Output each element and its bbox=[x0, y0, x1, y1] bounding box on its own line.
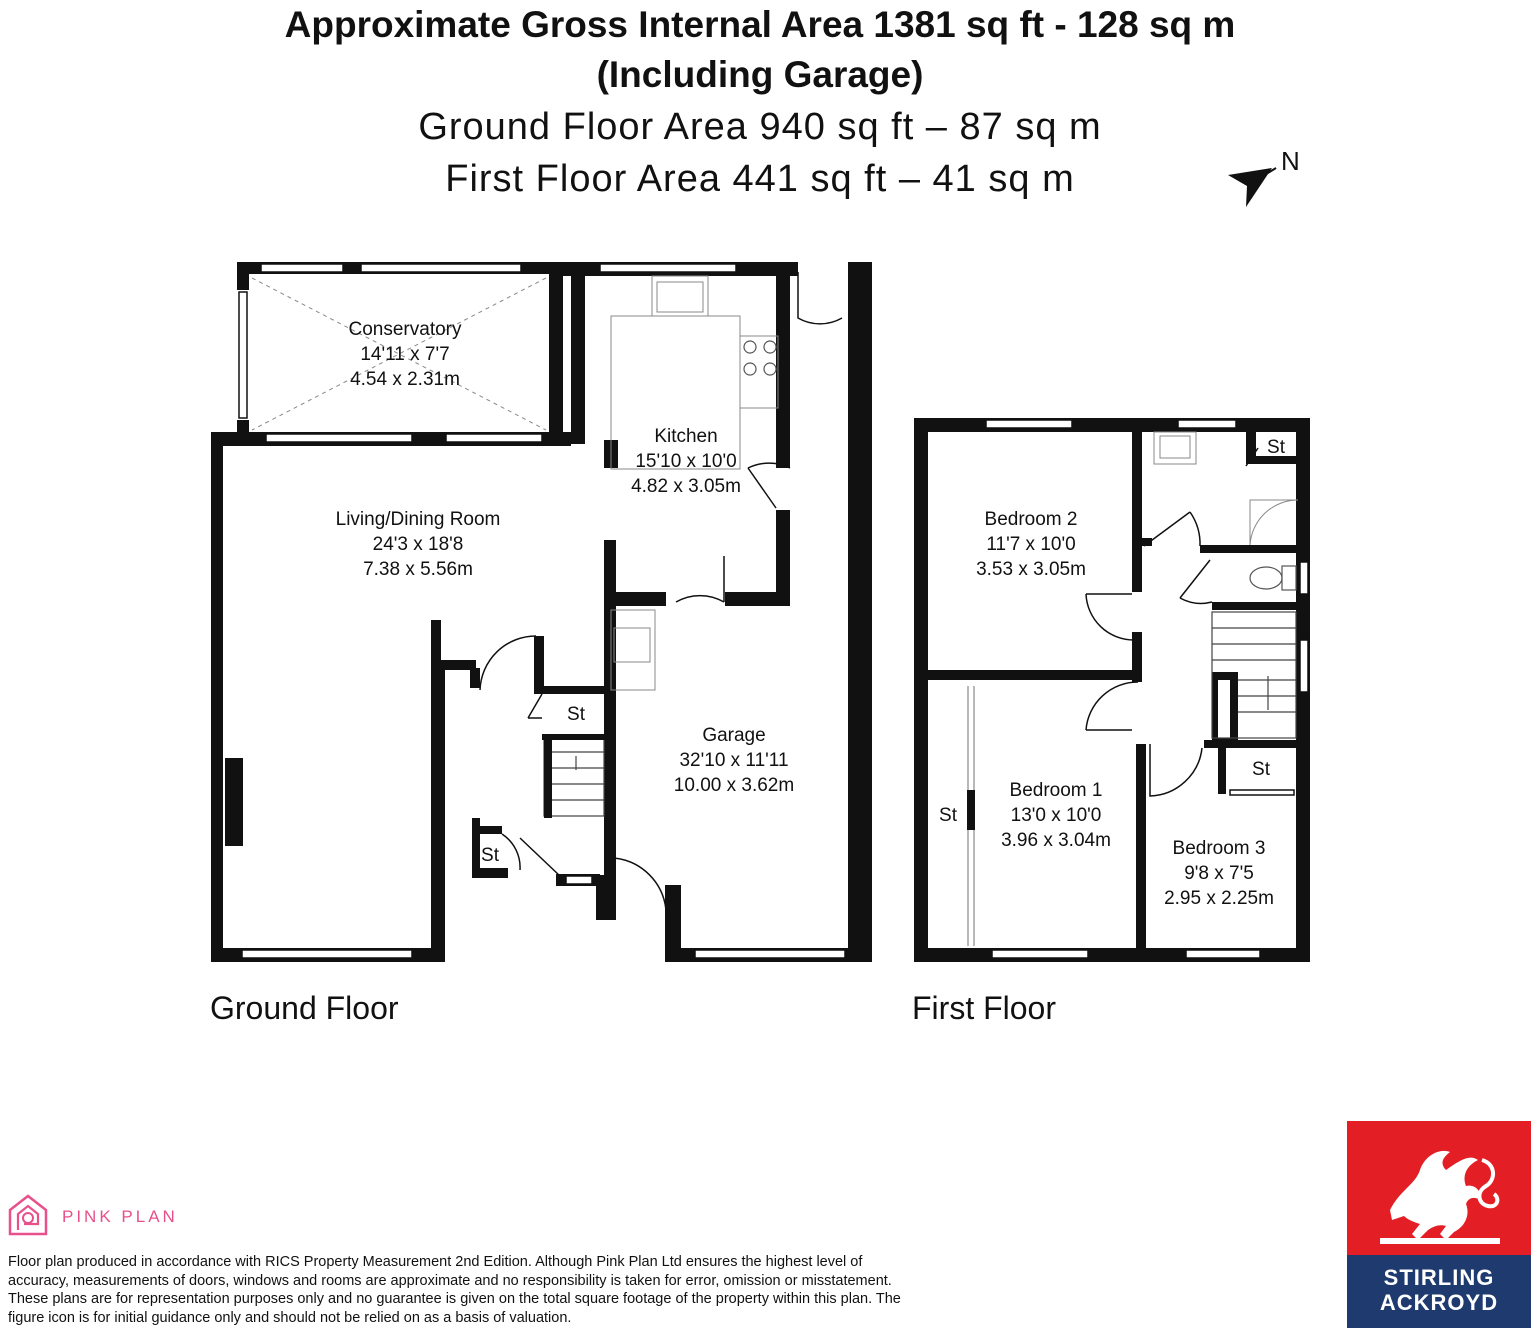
garage-sink-icon bbox=[611, 610, 655, 690]
ground-floor-area: Ground Floor Area 940 sq ft – 87 sq m bbox=[418, 106, 1102, 148]
living-imperial: 24'3 x 18'8 bbox=[372, 534, 464, 555]
bedroom1-metric: 3.96 x 3.04m bbox=[1001, 830, 1111, 851]
ground-floor-stairs bbox=[544, 736, 604, 816]
brand-line-1: STIRLING bbox=[1383, 1265, 1495, 1290]
first-floor-area: First Floor Area 441 sq ft – 41 sq m bbox=[445, 158, 1075, 200]
kitchen-name: Kitchen bbox=[654, 426, 718, 447]
conservatory-name: Conservatory bbox=[348, 319, 462, 340]
garage-imperial: 32'10 x 11'11 bbox=[679, 750, 789, 771]
first-floor-windows bbox=[986, 420, 1308, 958]
area-title: Approximate Gross Internal Area 1381 sq ft - 128 sq m bbox=[284, 4, 1236, 45]
bedroom2-name: Bedroom 2 bbox=[984, 509, 1078, 530]
bedroom1-name: Bedroom 1 bbox=[1009, 780, 1103, 801]
storage-label-hall: St bbox=[567, 704, 585, 725]
north-arrow-icon bbox=[1228, 168, 1276, 207]
brand-line-2: ACKROYD bbox=[1379, 1290, 1499, 1315]
north-label: N bbox=[1281, 146, 1300, 176]
conservatory-imperial: 14'11 x 7'7 bbox=[360, 344, 450, 365]
ground-floor-windows bbox=[239, 264, 845, 958]
garage-name: Garage bbox=[702, 725, 766, 746]
ground-floor-label: Ground Floor bbox=[210, 990, 399, 1026]
stair-wall bbox=[544, 736, 552, 818]
pink-plan-brand: PINK PLAN bbox=[62, 1207, 178, 1226]
first-floor-label: First Floor bbox=[912, 990, 1056, 1026]
bedroom3-name: Bedroom 3 bbox=[1172, 838, 1266, 859]
ground-floor-walls bbox=[211, 262, 872, 962]
griffin-icon bbox=[1370, 1140, 1510, 1250]
conservatory-metric: 4.54 x 2.31m bbox=[350, 369, 460, 390]
storage-label-landing: St bbox=[1252, 759, 1270, 780]
living-name: Living/Dining Room bbox=[335, 509, 501, 530]
storage-label-bathroom: St bbox=[1267, 437, 1285, 458]
bedroom2-imperial: 11'7 x 10'0 bbox=[986, 534, 1076, 555]
bedroom1-imperial: 13'0 x 10'0 bbox=[1010, 805, 1102, 826]
garage-metric: 10.00 x 3.62m bbox=[673, 775, 795, 796]
living-metric: 7.38 x 5.56m bbox=[363, 559, 473, 580]
wardrobe-handle bbox=[967, 790, 975, 830]
kitchen-imperial: 15'10 x 10'0 bbox=[635, 451, 737, 472]
hob-icon bbox=[744, 341, 776, 375]
bedroom2-metric: 3.53 x 3.05m bbox=[976, 559, 1086, 580]
stirling-ackroyd-brand bbox=[1347, 1265, 1531, 1315]
area-subtitle: (Including Garage) bbox=[596, 54, 924, 95]
storage-label-bedroom1: St bbox=[939, 805, 957, 826]
kitchen-metric: 4.82 x 3.05m bbox=[631, 476, 741, 497]
landing-void bbox=[1218, 680, 1230, 738]
bedroom3-imperial: 9'8 x 7'5 bbox=[1184, 863, 1254, 884]
disclaimer-text: Floor plan produced in accordance with RICS Property Measurement 2nd Edition. Although Pink Plan Ltd ensures the highest level of accuracy, measurements of doors, windows and rooms are approximate and no responsibility is taken for error, omission or misstatement. These plans are for representation purposes only and no guarantee is given on the total square footage of the property within this plan. The figure icon is for initial guidance only and should not be relied on as a basis of valuation. bbox=[8, 1254, 901, 1326]
bedroom3-metric: 2.95 x 2.25m bbox=[1164, 888, 1274, 909]
storage-label-entrance: St bbox=[481, 845, 499, 866]
toilet-icon bbox=[1250, 566, 1296, 590]
